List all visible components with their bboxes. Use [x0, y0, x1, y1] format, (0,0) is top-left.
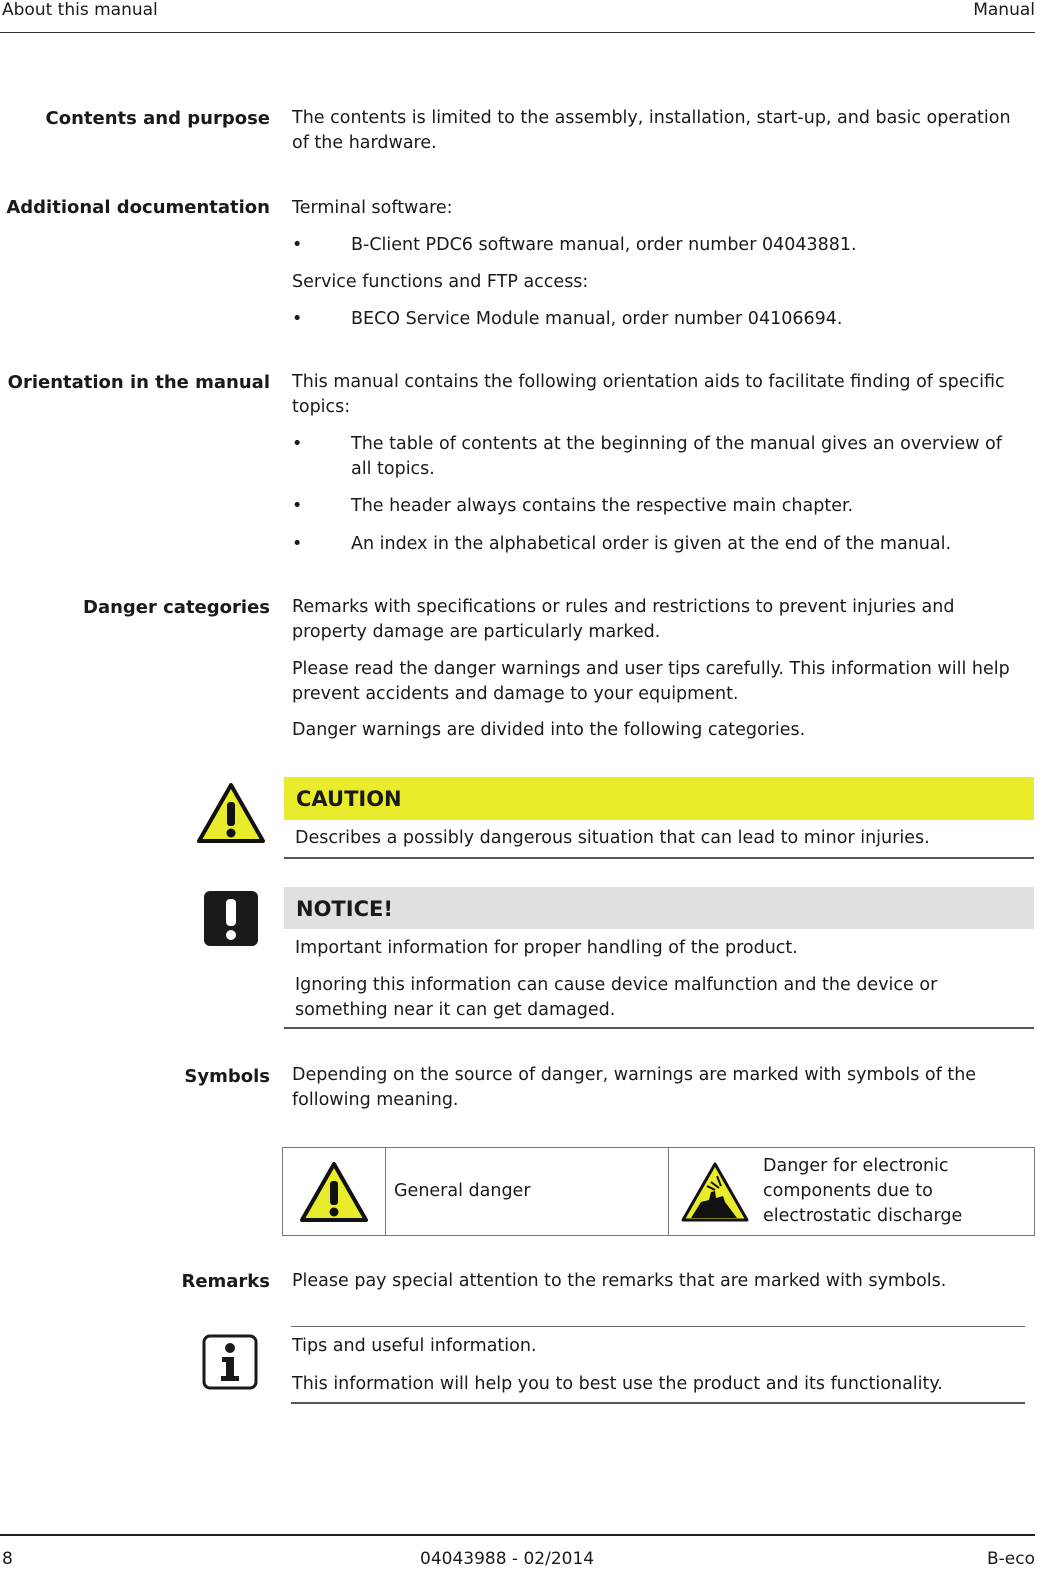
notice-title-bar	[284, 887, 1034, 929]
contents-text: The contents is limited to the assembly, installation, start-up, and basic operation of the hardware.	[292, 108, 1011, 153]
product-name: B-eco	[986, 1549, 1035, 1569]
header-document-type: Manual	[973, 0, 1035, 20]
additional-bullet-text: B-Client PDC6 software manual, order number 04043881.	[351, 235, 857, 255]
additional-intro-service: Service functions and FTP access:	[292, 272, 589, 292]
danger-paragraph-1: Remarks with specifications or rules and restrictions to prevent injuries and property damage are particularly marked.	[292, 597, 955, 642]
danger-paragraph-3: Danger warnings are divided into the following categories.	[292, 720, 806, 740]
orientation-label: Orientation in the manual	[7, 372, 270, 393]
orientation-bullet-text: An index in the alphabetical order is given at the end of the manual.	[351, 534, 952, 554]
warning-triangle-icon	[298, 1161, 370, 1223]
tips-text-1: Tips and useful information.	[292, 1336, 537, 1356]
table-row	[283, 1148, 1035, 1236]
additional-intro-terminal: Terminal software:	[292, 198, 453, 218]
page-number: 8	[2, 1549, 13, 1569]
additional-bullet-text: BECO Service Module manual, order number 04106694.	[351, 309, 843, 329]
symbol-description: General danger	[386, 1148, 669, 1236]
symbols-text: Depending on the source of danger, warnings are marked with symbols of the following meaning.	[292, 1065, 977, 1110]
contents-label: Contents and purpose	[45, 108, 270, 129]
notice-bottom-rule	[284, 1027, 1034, 1029]
tips-bottom-rule	[291, 1402, 1025, 1404]
tips-text-2: This information will help you to best use the product and its functionality.	[292, 1374, 943, 1394]
danger-paragraph-2: Please read the danger warnings and user tips carefully. This information will help prevent accidents and damage to your equipment.	[292, 659, 1010, 704]
document-number: 04043988 - 02/2014	[420, 1549, 595, 1569]
tips-top-rule	[291, 1326, 1025, 1327]
symbols-table	[282, 1147, 1035, 1236]
caution-title-bar	[284, 777, 1034, 820]
caution-title: CAUTION	[296, 787, 402, 811]
additional-label: Additional documentation	[6, 197, 270, 218]
header-chapter: About this manual	[2, 0, 158, 20]
orientation-bullet-text: The table of contents at the beginning of the manual gives an overview of all topics.	[351, 434, 1002, 479]
caution-text: Describes a possibly dangerous situation that can lead to minor injuries.	[295, 828, 930, 848]
footer-divider	[0, 1534, 1035, 1536]
symbols-label: Symbols	[184, 1066, 270, 1087]
remarks-text: Please pay special attention to the remarks that are marked with symbols.	[292, 1271, 947, 1291]
symbol-cell	[669, 1148, 762, 1236]
orientation-intro: This manual contains the following orientation aids to facilitate finding of specific topics:	[292, 372, 1005, 417]
exclamation-icon	[204, 891, 258, 946]
bullet: •	[292, 309, 303, 329]
caution-bottom-rule	[284, 857, 1034, 859]
warning-triangle-icon	[196, 782, 266, 844]
bullet: •	[292, 434, 303, 454]
orientation-bullet-text: The header always contains the respective main chapter.	[351, 496, 854, 516]
bullet: •	[292, 534, 303, 554]
danger-label: Danger categories	[83, 597, 270, 618]
remarks-label: Remarks	[181, 1271, 270, 1292]
bullet: •	[292, 496, 303, 516]
symbol-cell	[283, 1148, 386, 1236]
notice-title: NOTICE!	[296, 897, 393, 921]
esd-hand-icon	[681, 1162, 749, 1222]
header-divider	[0, 32, 1035, 33]
notice-text-2: Ignoring this information can cause device malfunction and the device or something near it can get damaged.	[295, 975, 938, 1020]
notice-text-1: Important information for proper handling of the product.	[295, 938, 798, 958]
bullet: •	[292, 235, 303, 255]
symbol-description: Danger for electronic components due to electrostatic discharge	[761, 1148, 1035, 1236]
info-icon	[202, 1334, 258, 1390]
